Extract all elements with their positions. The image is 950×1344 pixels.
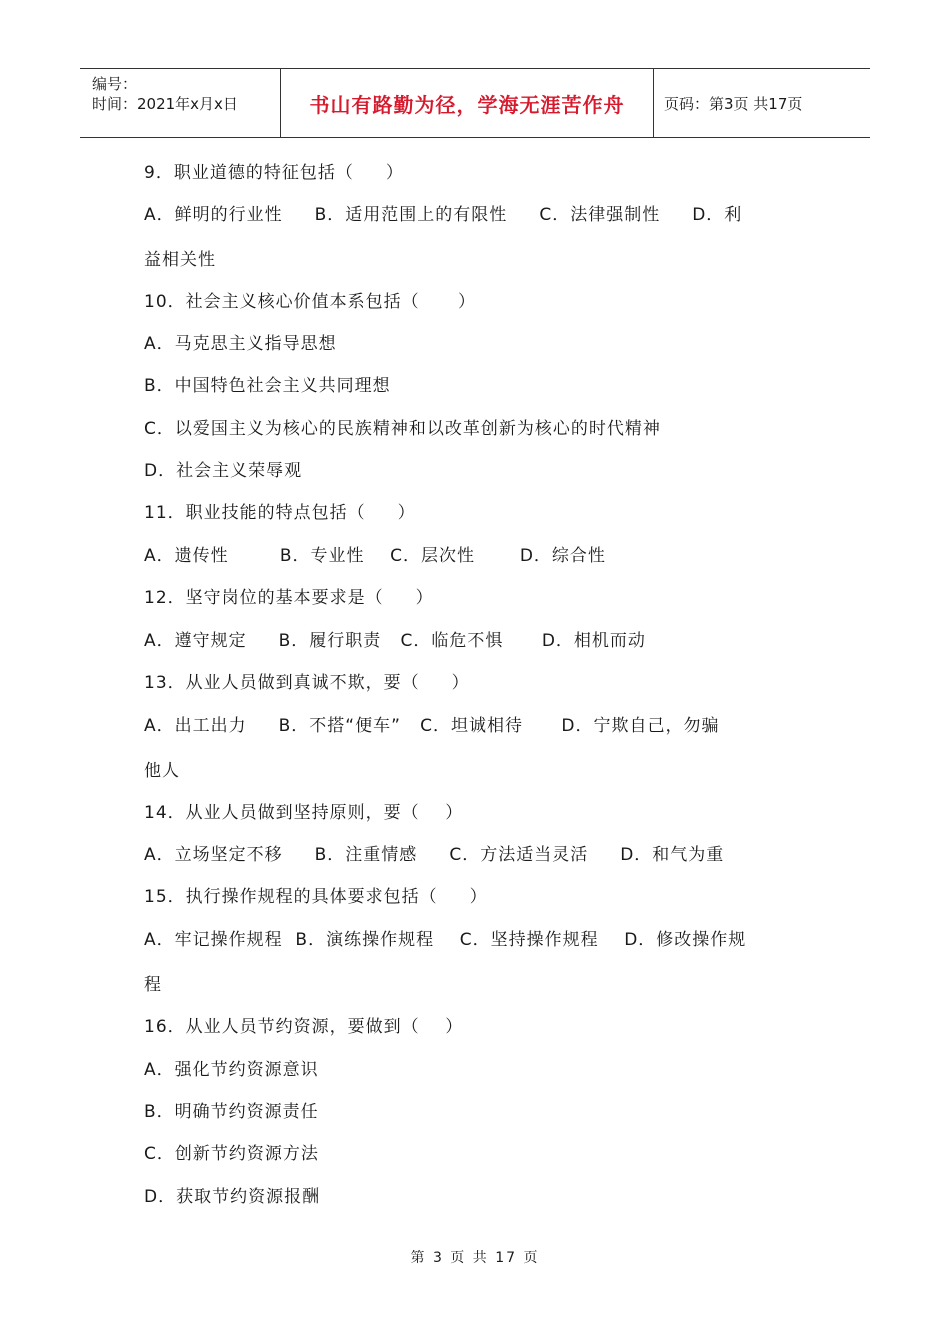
text-line: A．遗传性 B．专业性 C．层次性 D．综合性 bbox=[144, 546, 606, 566]
header-info-cell bbox=[80, 69, 281, 137]
text-line: 12．坚守岗位的基本要求是（ ） bbox=[144, 588, 434, 608]
text-line: 10．社会主义核心价值本系包括（ ） bbox=[144, 292, 477, 312]
text-line: A．立场坚定不移 B．注重情感 C．方法适当灵活 D．和气为重 bbox=[144, 845, 725, 865]
text-line: 15．执行操作规程的具体要求包括（ ） bbox=[144, 887, 488, 907]
header-page-label: 页码：第3页 共17页 bbox=[664, 94, 803, 113]
text-line: D．社会主义荣辱观 bbox=[144, 461, 303, 481]
text-line: B．中国特色社会主义共同理想 bbox=[144, 376, 391, 396]
text-line: C．创新节约资源方法 bbox=[144, 1144, 319, 1164]
text-line: 13．从业人员做到真诚不欺，要（ ） bbox=[144, 673, 470, 693]
text-line: 16．从业人员节约资源，要做到（ ） bbox=[144, 1017, 464, 1037]
text-line: B．明确节约资源责任 bbox=[144, 1102, 319, 1122]
text-line: A．马克思主义指导思想 bbox=[144, 334, 337, 354]
date-label: 时间：2021年x月x日 bbox=[92, 95, 238, 113]
text-line: 11．职业技能的特点包括（ ） bbox=[144, 503, 416, 523]
text-line: 程 bbox=[144, 975, 162, 995]
text-line: A．强化节约资源意识 bbox=[144, 1060, 319, 1080]
text-line: 益相关性 bbox=[144, 250, 216, 270]
page-footer: 第 3 页 共 17 页 bbox=[410, 1250, 540, 1266]
document-header bbox=[80, 68, 870, 138]
text-line: 9．职业道德的特征包括（ ） bbox=[144, 163, 404, 183]
text-line: A．牢记操作规程 B．演练操作规程 C．坚持操作规程 D．修改操作规 bbox=[144, 930, 747, 950]
text-line: A．遵守规定 B．履行职责 C．临危不惧 D．相机而动 bbox=[144, 631, 646, 651]
text-line: 他人 bbox=[144, 761, 180, 781]
text-line: A．出工出力 B．不搭“便车” C．坦诚相待 D．宁欺自己，勿骗 bbox=[144, 716, 720, 736]
number-label: 编号： bbox=[92, 75, 138, 93]
text-line: C．以爱国主义为核心的民族精神和以改革创新为核心的时代精神 bbox=[144, 419, 661, 439]
text-line: 14．从业人员做到坚持原则，要（ ） bbox=[144, 803, 464, 823]
header-motto: 书山有路勤为径，学海无涯苦作舟 bbox=[281, 69, 654, 137]
text-line: D．获取节约资源报酬 bbox=[144, 1187, 321, 1207]
text-line: A．鲜明的行业性 B．适用范围上的有限性 C．法律强制性 D．利 bbox=[144, 205, 743, 225]
